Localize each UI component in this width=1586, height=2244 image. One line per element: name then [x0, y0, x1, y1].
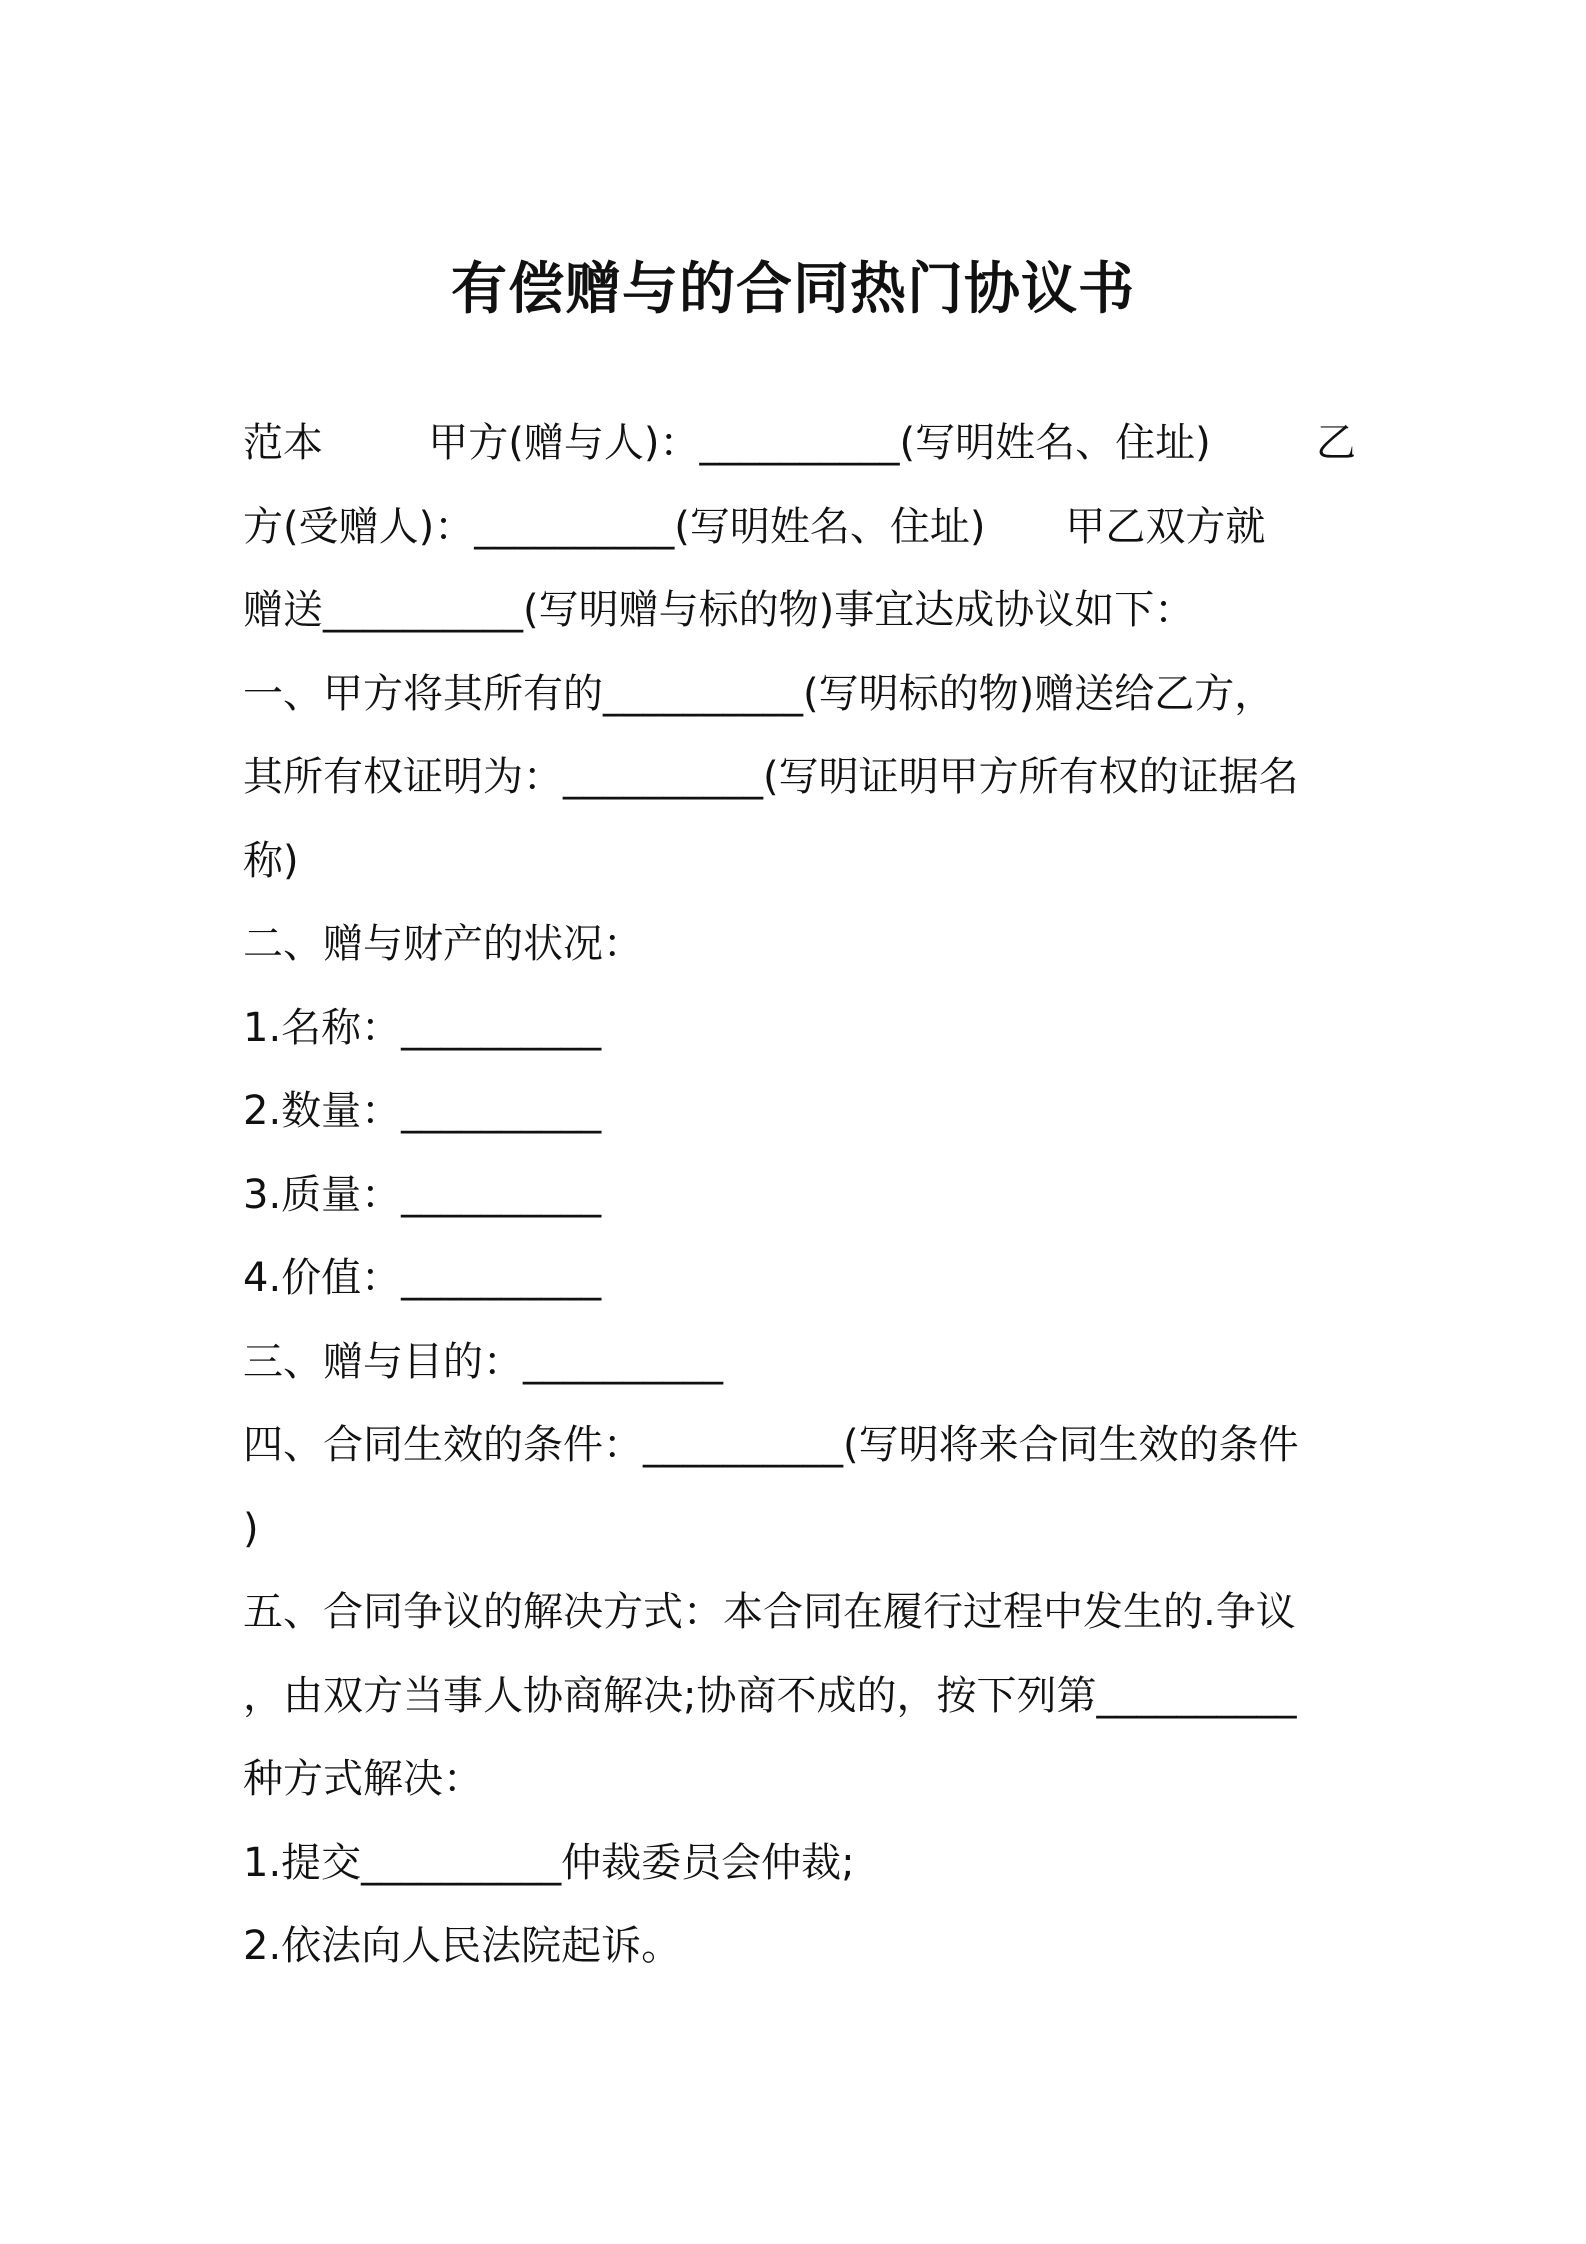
body-line-12: 三、赠与目的：__________: [243, 1338, 723, 1385]
body-line-1: [243, 402, 1356, 486]
document-title: 有偿赠与的合同热门协议书: [451, 257, 1135, 322]
body-line-7: 二、赠与财产的状况：: [243, 921, 643, 967]
document-body: [243, 402, 1356, 1989]
body-line-16: ，由双方当事人协商解决;协商不成的，按下列第__________: [243, 1672, 1297, 1719]
body-line-19: 2.依法向人民法院起诉。: [243, 1923, 682, 1969]
body-line-6: 称): [243, 837, 299, 884]
body-line-8: 1.名称：__________: [243, 1004, 602, 1051]
body-line-2: 方(受赠人)：__________(写明姓名、住址) 甲乙双方就: [243, 503, 1266, 550]
body-line-1-part-2: 甲方(赠与人)：__________(写明姓名、住址): [428, 420, 1211, 466]
body-line-4: 一、甲方将其所有的__________(写明标的物)赠送给乙方，: [243, 670, 1275, 717]
body-line-17: 种方式解决：: [243, 1756, 483, 1802]
body-line-15: 五、合同争议的解决方式：本合同在履行过程中发生的.争议: [243, 1589, 1296, 1635]
body-line-5: 其所有权证明为：__________(写明证明甲方所有权的证据名: [243, 754, 1299, 800]
body-line-1-part-3: 乙: [1315, 420, 1356, 466]
body-line-10: 3.质量：__________: [243, 1171, 602, 1218]
body-line-9: 2.数量：__________: [243, 1088, 602, 1134]
body-line-14: ): [243, 1505, 259, 1552]
body-line-1-part-1: 范本: [243, 420, 323, 466]
body-line-18: 1.提交__________仲裁委员会仲裁;: [243, 1839, 855, 1886]
body-line-11: 4.价值：__________: [243, 1255, 602, 1301]
body-line-3: 赠送__________(写明赠与标的物)事宜达成协议如下：: [243, 587, 1195, 633]
body-line-13: 四、合同生效的条件：__________(写明将来合同生效的条件: [243, 1422, 1299, 1468]
